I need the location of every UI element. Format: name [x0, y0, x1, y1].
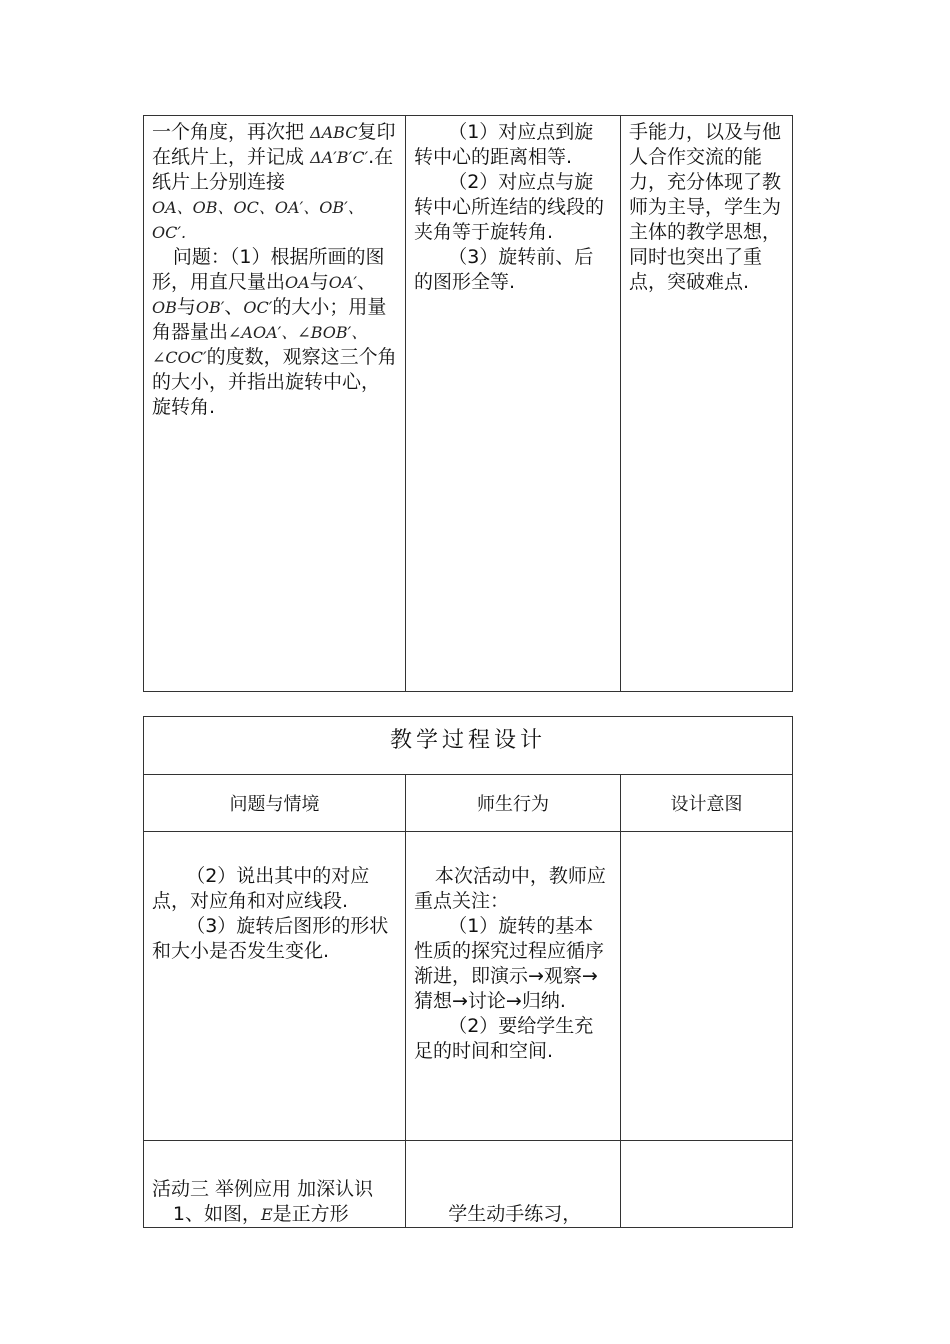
activity-description: 一个角度，再次把 ΔABC复印在纸片上，并记成 ΔA′B′C′.在纸片上分别连接 [152, 121, 396, 193]
situation-cell-2 [144, 832, 406, 1141]
header-behavior: 师生行为 [406, 775, 621, 832]
question-2: （2）说出其中的对应点，对应角和对应线段. [152, 865, 370, 912]
focus-point-1: （1）旋转的基本性质的探究过程应循序渐进，即演示→观察→猜想→讨论→归纳. [414, 915, 605, 1012]
table-title: 教学过程设计 [144, 717, 793, 775]
header-intent: 设计意图 [621, 775, 793, 832]
teaching-process-table [143, 716, 793, 1228]
property-3: （3）旋转前、后的图形全等. [414, 246, 594, 293]
behavior-cell [406, 116, 621, 692]
focus-point-2: （2）要给学生充足的时间和空间. [414, 1015, 594, 1062]
student-practice: 学生动手练习， [448, 1203, 582, 1225]
lesson-table-continued [143, 115, 793, 692]
question-3: （3）旋转后图形的形状和大小是否发生变化. [152, 915, 389, 962]
example-1: 1、如图，E是正方形 [172, 1203, 349, 1225]
header-situation: 问题与情境 [144, 775, 406, 832]
property-1: （1）对应点到旋转中心的距离相等. [414, 121, 594, 168]
intent-cell [621, 116, 793, 692]
intent-cell-3 [621, 1141, 793, 1228]
activity-three-title: 活动三 举例应用 加深认识 [152, 1178, 374, 1200]
teacher-focus: 本次活动中，教师应重点关注： [414, 865, 606, 912]
situation-cell [144, 116, 406, 692]
intent-text: 手能力，以及与他人合作交流的能力，充分体现了教师为主导，学生为主体的教学思想，同时也突出了重点，突破难点. [629, 121, 782, 293]
property-2: （2）对应点与旋转中心所连结的线段的夹角等于旋转角. [414, 171, 605, 243]
behavior-cell-2 [406, 832, 621, 1141]
practice-cell [406, 1141, 621, 1228]
intent-cell-2 [621, 832, 793, 1141]
question-text: 问题：（1）根据所画的图形，用直尺量出OA与OA′、OB与OB′、OC′的大小；用量角器量出∠AOA′、∠BOB′、∠COC′的度数，观察这三个角的大小，并指出旋转中心，旋转角. [152, 246, 397, 418]
activity-three-cell [144, 1141, 406, 1228]
segments-list: OA、OB、OC、OA′、OB′、OC′. [152, 198, 364, 242]
